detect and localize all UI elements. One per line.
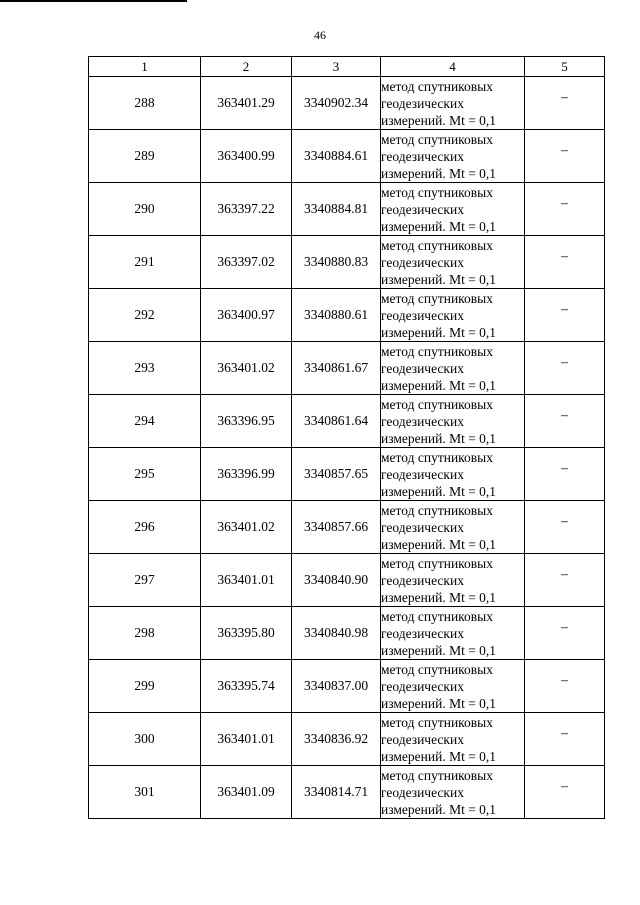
y-coordinate-cell: 3340836.92 xyxy=(292,713,381,766)
note-dash: – xyxy=(561,195,568,210)
method-line: метод спутниковых xyxy=(381,343,493,359)
x-coordinate-cell: 363401.02 xyxy=(201,342,292,395)
y-coordinate-cell: 3340861.67 xyxy=(292,342,381,395)
x-coordinate-cell: 363401.09 xyxy=(201,766,292,819)
y-coordinate-cell: 3340857.65 xyxy=(292,448,381,501)
method-line: геодезических xyxy=(381,784,464,800)
method-line: метод спутниковых xyxy=(381,449,493,465)
point-number-cell: 300 xyxy=(89,713,201,766)
header-col-4: 4 xyxy=(381,57,525,77)
table-row xyxy=(89,501,605,554)
method-line: геодезических xyxy=(381,201,464,217)
x-coordinate-cell: 363401.02 xyxy=(201,501,292,554)
y-coordinate-cell: 3340814.71 xyxy=(292,766,381,819)
note-cell xyxy=(525,395,605,448)
method-line: геодезических xyxy=(381,307,464,323)
y-coordinate-cell: 3340837.00 xyxy=(292,660,381,713)
method-line: измерений. Mt = 0,1 xyxy=(381,642,497,658)
method-cell xyxy=(381,342,525,395)
note-cell xyxy=(525,183,605,236)
y-coordinate-cell: 3340880.61 xyxy=(292,289,381,342)
method-line: измерений. Mt = 0,1 xyxy=(381,589,497,605)
table-row xyxy=(89,342,605,395)
method-cell xyxy=(381,395,525,448)
method-line: метод спутниковых xyxy=(381,237,493,253)
method-line: измерений. Mt = 0,1 xyxy=(381,748,497,764)
point-number-cell: 291 xyxy=(89,236,201,289)
table-row xyxy=(89,77,605,130)
point-number-cell: 294 xyxy=(89,395,201,448)
method-line: измерений. Mt = 0,1 xyxy=(381,271,497,287)
method-cell xyxy=(381,660,525,713)
header-col-5: 5 xyxy=(525,57,605,77)
table-row xyxy=(89,183,605,236)
method-cell xyxy=(381,713,525,766)
note-dash: – xyxy=(561,566,568,581)
note-dash: – xyxy=(561,354,568,369)
point-number-cell: 296 xyxy=(89,501,201,554)
y-coordinate-cell: 3340884.61 xyxy=(292,130,381,183)
note-cell xyxy=(525,448,605,501)
method-line: геодезических xyxy=(381,519,464,535)
note-dash: – xyxy=(561,460,568,475)
point-number-cell: 295 xyxy=(89,448,201,501)
note-cell xyxy=(525,501,605,554)
point-number-cell: 288 xyxy=(89,77,201,130)
note-dash: – xyxy=(561,778,568,793)
method-line: измерений. Mt = 0,1 xyxy=(381,695,497,711)
method-line: измерений. Mt = 0,1 xyxy=(381,112,497,128)
x-coordinate-cell: 363397.22 xyxy=(201,183,292,236)
note-dash: – xyxy=(561,725,568,740)
note-cell xyxy=(525,77,605,130)
header-col-1: 1 xyxy=(89,57,201,77)
table-row xyxy=(89,554,605,607)
method-line: метод спутниковых xyxy=(381,555,493,571)
table-row xyxy=(89,236,605,289)
table-row xyxy=(89,607,605,660)
method-cell xyxy=(381,448,525,501)
method-line: метод спутниковых xyxy=(381,396,493,412)
method-line: геодезических xyxy=(381,466,464,482)
x-coordinate-cell: 363395.74 xyxy=(201,660,292,713)
page-number: 46 xyxy=(314,28,326,42)
x-coordinate-cell: 363401.29 xyxy=(201,77,292,130)
point-number-cell: 290 xyxy=(89,183,201,236)
method-cell xyxy=(381,236,525,289)
point-number-cell: 292 xyxy=(89,289,201,342)
y-coordinate-cell: 3340884.81 xyxy=(292,183,381,236)
method-line: геодезических xyxy=(381,148,464,164)
y-coordinate-cell: 3340880.83 xyxy=(292,236,381,289)
method-cell xyxy=(381,289,525,342)
table-row xyxy=(89,448,605,501)
method-line: измерений. Mt = 0,1 xyxy=(381,430,497,446)
method-line: метод спутниковых xyxy=(381,661,493,677)
method-line: метод спутниковых xyxy=(381,78,493,94)
note-dash: – xyxy=(561,89,568,104)
method-line: метод спутниковых xyxy=(381,502,493,518)
method-cell xyxy=(381,554,525,607)
method-line: метод спутниковых xyxy=(381,290,493,306)
coordinates-table xyxy=(88,56,605,819)
table-row xyxy=(89,130,605,183)
x-coordinate-cell: 363397.02 xyxy=(201,236,292,289)
method-line: измерений. Mt = 0,1 xyxy=(381,536,497,552)
method-cell xyxy=(381,501,525,554)
point-number-cell: 299 xyxy=(89,660,201,713)
table-row xyxy=(89,660,605,713)
note-cell xyxy=(525,607,605,660)
method-line: геодезических xyxy=(381,413,464,429)
x-coordinate-cell: 363401.01 xyxy=(201,554,292,607)
note-cell xyxy=(525,130,605,183)
method-line: измерений. Mt = 0,1 xyxy=(381,483,497,499)
point-number-cell: 298 xyxy=(89,607,201,660)
note-dash: – xyxy=(561,248,568,263)
header-col-3: 3 xyxy=(292,57,381,77)
method-cell xyxy=(381,130,525,183)
method-cell xyxy=(381,766,525,819)
point-number-cell: 289 xyxy=(89,130,201,183)
point-number-cell: 301 xyxy=(89,766,201,819)
x-coordinate-cell: 363396.95 xyxy=(201,395,292,448)
top-rule xyxy=(0,0,187,2)
table-body xyxy=(89,77,605,819)
method-line: метод спутниковых xyxy=(381,608,493,624)
method-line: измерений. Mt = 0,1 xyxy=(381,377,497,393)
method-cell xyxy=(381,607,525,660)
method-line: метод спутниковых xyxy=(381,184,493,200)
method-line: измерений. Mt = 0,1 xyxy=(381,218,497,234)
point-number-cell: 293 xyxy=(89,342,201,395)
note-cell xyxy=(525,236,605,289)
note-dash: – xyxy=(561,407,568,422)
method-cell xyxy=(381,77,525,130)
method-line: геодезических xyxy=(381,678,464,694)
point-number-cell: 297 xyxy=(89,554,201,607)
method-line: метод спутниковых xyxy=(381,131,493,147)
table-row xyxy=(89,289,605,342)
note-cell xyxy=(525,766,605,819)
table-header-row xyxy=(89,57,605,77)
method-line: геодезических xyxy=(381,572,464,588)
method-line: измерений. Mt = 0,1 xyxy=(381,801,497,817)
method-line: геодезических xyxy=(381,95,464,111)
note-cell xyxy=(525,660,605,713)
x-coordinate-cell: 363395.80 xyxy=(201,607,292,660)
x-coordinate-cell: 363400.97 xyxy=(201,289,292,342)
note-cell xyxy=(525,342,605,395)
note-cell xyxy=(525,289,605,342)
method-line: геодезических xyxy=(381,254,464,270)
method-line: геодезических xyxy=(381,625,464,641)
note-cell xyxy=(525,713,605,766)
method-cell xyxy=(381,183,525,236)
method-line: геодезических xyxy=(381,731,464,747)
x-coordinate-cell: 363401.01 xyxy=(201,713,292,766)
method-line: измерений. Mt = 0,1 xyxy=(381,165,497,181)
method-line: измерений. Mt = 0,1 xyxy=(381,324,497,340)
table-row xyxy=(89,713,605,766)
y-coordinate-cell: 3340840.90 xyxy=(292,554,381,607)
y-coordinate-cell: 3340861.64 xyxy=(292,395,381,448)
note-dash: – xyxy=(561,672,568,687)
note-dash: – xyxy=(561,301,568,316)
y-coordinate-cell: 3340902.34 xyxy=(292,77,381,130)
x-coordinate-cell: 363396.99 xyxy=(201,448,292,501)
table-row xyxy=(89,395,605,448)
header-col-2: 2 xyxy=(201,57,292,77)
note-dash: – xyxy=(561,619,568,634)
table-row xyxy=(89,766,605,819)
method-line: метод спутниковых xyxy=(381,714,493,730)
note-cell xyxy=(525,554,605,607)
x-coordinate-cell: 363400.99 xyxy=(201,130,292,183)
y-coordinate-cell: 3340840.98 xyxy=(292,607,381,660)
note-dash: – xyxy=(561,142,568,157)
method-line: метод спутниковых xyxy=(381,767,493,783)
method-line: геодезических xyxy=(381,360,464,376)
note-dash: – xyxy=(561,513,568,528)
y-coordinate-cell: 3340857.66 xyxy=(292,501,381,554)
